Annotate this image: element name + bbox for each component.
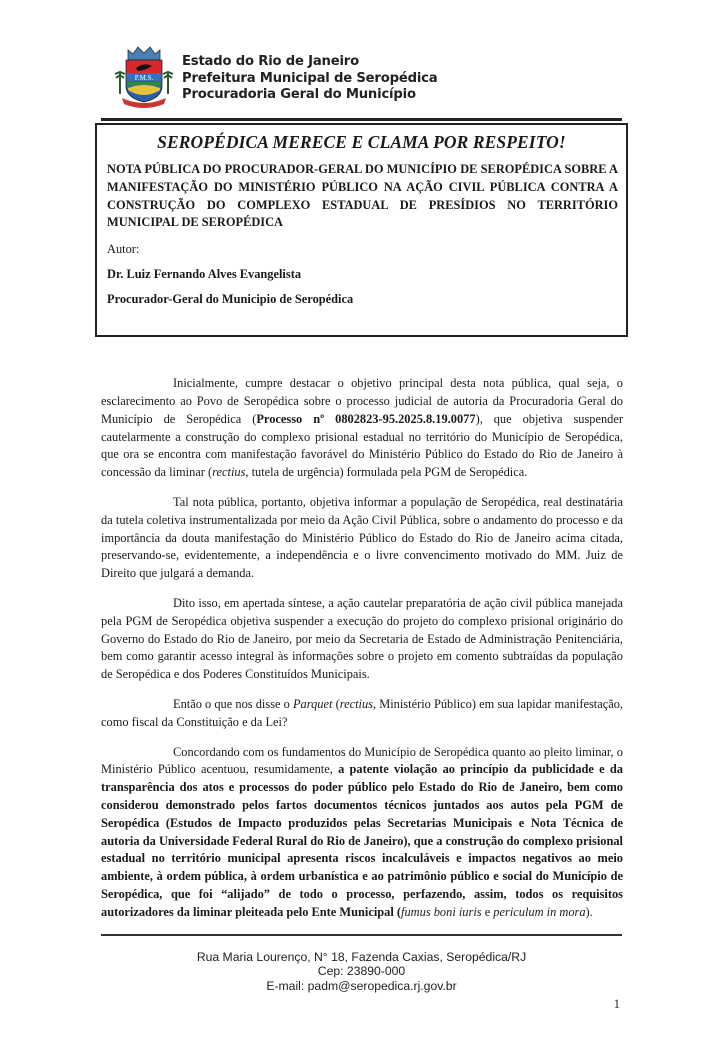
subtitle-line: MANIFESTAÇÃO DO MINISTÉRIO PÚBLICO NA AÇÃO CIVIL PÚBLICA CONTRA A bbox=[107, 179, 618, 197]
footer bbox=[101, 950, 622, 994]
letterhead bbox=[112, 40, 724, 112]
logo-text: P.M.S. bbox=[135, 74, 154, 82]
paragraph-summary: Dito isso, em apertada síntese, a ação cautelar preparatória de ação civil pública manejada pela PGM de Seropédica objetiva suspender a execução do projeto do complexo prisional originário do Governo do Estado do Rio de Janeiro, por meio da Secretaria de Estado de Administração Penitenciária, bem como garantir acesso integral às informações sobre o projeto em comento subtraídas da população de Seropédica e dos Poderes Constituídos Municipais. bbox=[101, 595, 623, 684]
letterhead-prefecture: Prefeitura Municipal de Seropédica bbox=[182, 71, 437, 88]
letterhead-attorney-office: Procuradoria Geral do Município bbox=[182, 87, 437, 104]
subtitle-line: NOTA PÚBLICA DO PROCURADOR-GERAL DO MUNICÍPIO DE SEROPÉDICA SOBRE A bbox=[107, 161, 618, 179]
seropedica-coat-of-arms-icon bbox=[112, 42, 176, 110]
footer-block bbox=[101, 934, 622, 1042]
footer-address: Rua Maria Lourenço, N° 18, Fazenda Caxias, Seropédica/RJ bbox=[101, 950, 622, 965]
paragraph-purpose: Tal nota pública, portanto, objetiva informar a população de Seropédica, real destinatária da tutela coletiva instrumentalizada por meio da Ação Civil Pública, sobre o andamento do processo e da importância da douta manifestação do Ministério Público do Estado do Rio de Janeiro acima citada, preservando-se, evidentemente, a independência e o livre convencimento motivado do MM. Juiz de Direito que julgará a demanda. bbox=[101, 494, 623, 583]
text-run: ), que objetiva suspender cautelarmente a construção do complexo prisional estadual no território do Município de Seropédica, que ora se encontra com manifestação favorável do Ministério Público do Estado do Rio de Janeiro à concessão da liminar ( bbox=[101, 412, 623, 479]
text-run: ( bbox=[332, 697, 339, 711]
text-run: Inicialmente, cumpre destacar o objetivo principal desta nota pública, qual seja, o esclarecimento ao Povo de Seropédica sobre o processo judicial de autoria da Procuradoria Geral do Município de Seropédica ( bbox=[101, 376, 623, 426]
italic-term: Parquet bbox=[293, 697, 332, 711]
text-run: Concordando com os fundamentos do Município de Seropédica quanto ao pleito liminar, o Ministério Público acentuou, resumidamente, bbox=[101, 745, 623, 777]
text-run: ). bbox=[586, 905, 593, 919]
italic-term: rectius bbox=[212, 465, 245, 479]
footer-email[interactable]: E-mail: padm@seropedica.rj.gov.br bbox=[101, 979, 622, 994]
bold-passage: a patente violação ao princípio da publicidade e da transparência dos atos e processos do poder público pelo Estado do Rio de Janeiro, bem como considerou demonstrado pelos fartos documentos técnicos juntados aos autos pela PGM de Seropédica (Estudos de Impacto produzidos pelas Secretarias Municipais e Nota Técnica de autoria da Universidade Federal Rural do Rio de Janeiro), que a construção do complexo prisional estadual no território municipal apresenta riscos incalculáveis e impactos negativos ao meio ambiente, à ordem pública, à ordem urbanística e ao patrimônio público e social do Município de Seropédica, que foi “alijado” de todo o processo, perfazendo, assim, todos os requisitos autorizadores da liminar pleiteada pelo Ente Municipal ( bbox=[101, 762, 623, 918]
italic-term: fumus boni iuris bbox=[401, 905, 482, 919]
text-run: Então o que nos disse o bbox=[173, 697, 293, 711]
text-run: , Ministério Público) em sua lapidar manifestação, como fiscal da Constituição e da Lei? bbox=[101, 697, 623, 729]
subtitle-line: CONSTRUÇÃO DO COMPLEXO ESTADUAL DE PRESÍDIOS NO TERRITÓRIO bbox=[107, 197, 618, 215]
paragraph-question bbox=[101, 696, 623, 732]
title-box-wrapper bbox=[95, 123, 628, 337]
document-body bbox=[101, 375, 623, 921]
footer-rule bbox=[101, 934, 622, 936]
text-run: e bbox=[482, 905, 494, 919]
page-number: 1 bbox=[101, 997, 622, 1012]
paragraph-ministry-opinion bbox=[101, 744, 623, 922]
text-run: , tutela de urgência) formulada pela PGM de Seropédica. bbox=[245, 465, 527, 479]
author-label: Autor: bbox=[107, 242, 616, 257]
letterhead-state: Estado do Rio de Janeiro bbox=[182, 54, 437, 71]
author-name: Dr. Luiz Fernando Alves Evangelista bbox=[107, 267, 616, 282]
italic-term: periculum in mora bbox=[493, 905, 585, 919]
italic-term: rectius bbox=[340, 697, 373, 711]
paragraph-intro bbox=[101, 375, 623, 482]
note-subtitle bbox=[107, 161, 618, 232]
process-number: Processo nº 0802823-95.2025.8.19.0077 bbox=[256, 412, 475, 426]
letterhead-text bbox=[182, 54, 437, 104]
headline: SEROPÉDICA MERECE E CLAMA POR RESPEITO! bbox=[97, 125, 626, 153]
footer-cep: Cep: 23890-000 bbox=[101, 964, 622, 979]
title-box bbox=[95, 123, 628, 337]
author-role: Procurador-Geral do Municipio de Seropédica bbox=[107, 292, 616, 307]
title-box-top-rule bbox=[101, 118, 622, 121]
subtitle-line: MUNICIPAL DE SEROPÉDICA bbox=[107, 214, 618, 232]
